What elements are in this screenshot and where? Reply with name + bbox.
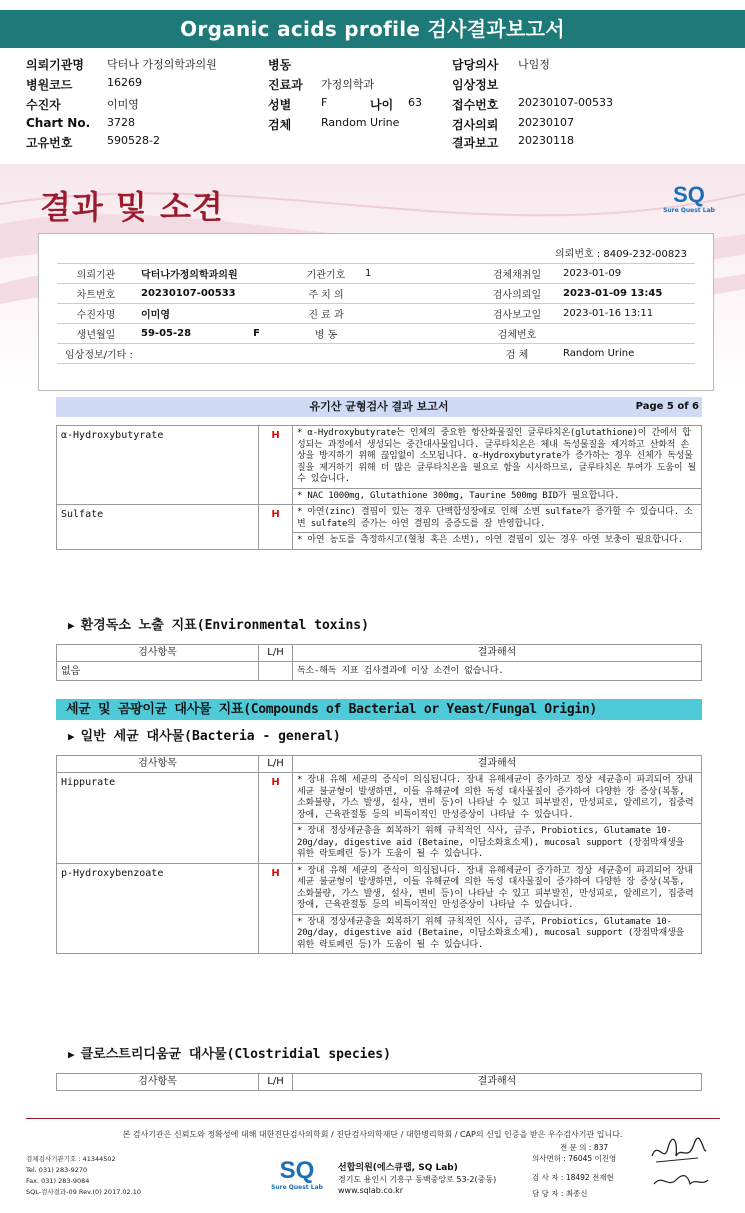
result-row bbox=[57, 863, 702, 914]
patient-value bbox=[135, 324, 293, 344]
request-number: 의뢰번호 : 8409-232-00823 bbox=[555, 249, 687, 260]
header-label: 접수번호 bbox=[452, 98, 499, 112]
interpretation: * 장내 유해 세균의 증식이 의심됩니다. 장내 유해세균이 증가하고 정상 세균총이 파괴되어 장내 세균 불균형이 발생하면, 이들 유해균에 의한 독성 대사물질이 증가하여 다양한 장 증상(복통, 소화불량, 가스 발생, 설사, 변비 등)이 나타날 수 있고 피부발진, 만성피로, 알레르기, 집중력 장애, 근육관절통 등의 비특이적인 만성증상이 나타날 수 있습니다. bbox=[293, 863, 702, 914]
heading-text: 일반 세균 대사물(Bacteria - general) bbox=[80, 729, 341, 744]
interpretation: * 장내 유해 세균의 증식이 의심됩니다. 장내 유해세균이 증가하고 정상 세균총이 파괴되어 장내 세균 불균형이 발생하면, 이들 유해균에 의한 독성 대사물질이 증가하여 다양한 장 증상(복통, 소화불량, 가스 발생, 설사, 변비 등)이 나타날 수 있고 피부발진, 만성피로, 알레르기, 집중력 장애, 근육관절통 등의 비특이적인 만성증상이 나타날 수 있습니다. bbox=[293, 773, 702, 824]
header-label: 의뢰기관명 bbox=[26, 58, 84, 72]
recommendation: * 장내 정상세균총을 회복하기 위해 규칙적인 식사, 금주, Probiotics, Glutamate 10-20g/day, digestive aid (Betaine, 이담소화효소제), mucosal support (장점막재생을 위한 락토페린 등)가 도움이 될 수 있습니다. bbox=[293, 824, 702, 864]
clinical-info-label: 임상정보/기타 : bbox=[57, 344, 293, 364]
header-value: Random Urine bbox=[321, 116, 400, 129]
lab-tel: Tel. 031) 283-9270 bbox=[26, 1166, 88, 1174]
patient-sex: F bbox=[253, 328, 260, 339]
bacteria-section-bar: 세균 및 곰팡이균 대사물 지표(Compounds of Bacterial or Yeast/Fungal Origin) bbox=[56, 699, 702, 720]
certification-text: 본 검사기관은 신뢰도와 정확성에 대해 대한진단검사의학회 / 진단검사의학재단 / 대한병리학회 / CAP의 신입 인증을 받은 우수검사기관 입니다. bbox=[122, 1130, 623, 1139]
patient-key: 진 료 과 bbox=[293, 304, 359, 324]
patient-row bbox=[57, 304, 695, 324]
patient-key: 병 동 bbox=[293, 324, 359, 344]
patient-key: 주 치 의 bbox=[293, 284, 359, 304]
analyte-name: Hippurate bbox=[57, 773, 259, 864]
report-bar-title: 유기산 균형검사 결과 보고서 bbox=[309, 400, 449, 413]
patient-key: 검사보고일 bbox=[477, 304, 557, 324]
header-label: 임상정보 bbox=[452, 78, 499, 92]
header-value: 닥터나 가정의학과의원 bbox=[107, 58, 217, 71]
clostridial-table bbox=[56, 1073, 702, 1091]
doc-no: 837 bbox=[593, 1143, 609, 1152]
flag-high: H bbox=[259, 863, 293, 954]
result-row bbox=[57, 426, 702, 489]
heading-text: 클로스트리디움균 대사물(Clostridial species) bbox=[80, 1047, 391, 1062]
lab-organization bbox=[338, 1163, 496, 1196]
header-label: 검체 bbox=[268, 118, 292, 132]
footer-divider bbox=[26, 1118, 720, 1119]
header-label: 담당의사 bbox=[452, 58, 499, 72]
patient-table bbox=[57, 263, 695, 364]
triangle-icon: ▶ bbox=[68, 619, 75, 632]
recommendation: * NAC 1000mg, Glutathione 300mg, Taurine 500mg BID가 필요합니다. bbox=[293, 488, 702, 505]
patient-value bbox=[359, 324, 477, 344]
lab-contact bbox=[26, 1154, 141, 1198]
result-row bbox=[57, 505, 702, 533]
patient-value: 20230107-00533 bbox=[135, 284, 293, 304]
header-value: 나임정 bbox=[518, 58, 550, 71]
patient-key: 검사의뢰일 bbox=[477, 284, 557, 304]
logo-text: Sure Quest Lab bbox=[663, 207, 715, 214]
bacteria-table bbox=[56, 755, 702, 954]
col-lh: L/H bbox=[259, 645, 293, 662]
analyte-name: Sulfate bbox=[57, 505, 259, 550]
patient-key: 생년월일 bbox=[57, 324, 135, 344]
analyte-name: p-Hydroxybenzoate bbox=[57, 863, 259, 954]
header-value: F bbox=[321, 96, 328, 109]
header-label: 병동 bbox=[268, 58, 292, 72]
header-value: 20230107 bbox=[518, 116, 574, 129]
org-website: www.sqlab.co.kr bbox=[338, 1186, 404, 1195]
tester-row bbox=[532, 1172, 614, 1184]
env-table bbox=[56, 644, 702, 681]
col-item: 검사항목 bbox=[57, 756, 259, 773]
col-lh: L/H bbox=[259, 1074, 293, 1091]
request-number-label: 의뢰번호 bbox=[555, 249, 594, 260]
result-row bbox=[57, 662, 702, 681]
page-indicator: Page 5 of 6 bbox=[635, 401, 699, 412]
flag bbox=[259, 662, 293, 681]
results-table bbox=[56, 425, 702, 550]
analyte-name: 없음 bbox=[57, 662, 259, 681]
patient-value bbox=[359, 284, 477, 304]
doctor-name: 76045 이진영 bbox=[568, 1154, 617, 1163]
patient-key: 기관기호 bbox=[293, 264, 359, 284]
doctor-signature bbox=[648, 1136, 710, 1168]
patient-info-box bbox=[38, 233, 714, 391]
table-header bbox=[57, 756, 702, 773]
manager-row bbox=[532, 1188, 588, 1200]
org-name: 선합의원(에스큐랩, SQ Lab) bbox=[338, 1163, 458, 1173]
table-header bbox=[57, 1074, 702, 1091]
patient-value: 2023-01-09 13:45 bbox=[557, 284, 695, 304]
interpretation: * 아연(zinc) 결핍이 있는 경우 단백합성장애로 인해 소변 sulfate가 증가할 수 있습니다. 소변 sulfate의 증가는 아연 결핍의 중증도를 잘 반영합니다. bbox=[293, 505, 702, 533]
header-value: 20230107-00533 bbox=[518, 96, 613, 109]
env-toxins-heading bbox=[68, 614, 369, 633]
footer-logo bbox=[268, 1158, 326, 1191]
clostridial-heading bbox=[68, 1043, 391, 1062]
heading-text: 환경독소 노출 지표(Environmental toxins) bbox=[80, 618, 369, 633]
doc-no-label: 전 문 의 : bbox=[560, 1143, 592, 1152]
header-label: Chart No. bbox=[26, 116, 91, 130]
interpretation: 독소-해독 지표 검사결과에 이상 소견이 없습니다. bbox=[293, 662, 702, 681]
patient-row bbox=[57, 344, 695, 364]
patient-row bbox=[57, 324, 695, 344]
patient-value: 닥터나가정의학과의원 bbox=[135, 264, 293, 284]
tester-signature bbox=[650, 1170, 710, 1192]
patient-value: 이미영 bbox=[135, 304, 293, 324]
analyte-name: α-Hydroxybutyrate bbox=[57, 426, 259, 505]
result-row bbox=[57, 773, 702, 824]
table-header bbox=[57, 645, 702, 662]
doctor-row bbox=[532, 1153, 616, 1165]
request-number-value: 8409-232-00823 bbox=[603, 249, 687, 260]
patient-value: 2023-01-16 13:11 bbox=[557, 304, 695, 324]
patient-key: 수진자명 bbox=[57, 304, 135, 324]
manager-label: 담 당 자 : bbox=[532, 1189, 564, 1198]
logo-mark: SQ bbox=[279, 1157, 315, 1184]
report-bar bbox=[56, 397, 702, 417]
logo-text: Sure Quest Lab bbox=[271, 1184, 323, 1191]
header-label: 병원코드 bbox=[26, 78, 73, 92]
patient-row bbox=[57, 264, 695, 284]
tester-name: 18492 전재현 bbox=[565, 1173, 614, 1182]
form-revision: SQL-검사결과-09 Rev.(0) 2017.02.10 bbox=[26, 1188, 142, 1196]
patient-key: 검체번호 bbox=[477, 324, 557, 344]
section-title: 결과 및 소견 bbox=[40, 188, 224, 226]
header-value: 3728 bbox=[107, 116, 135, 129]
patient-row bbox=[57, 284, 695, 304]
col-item: 검사항목 bbox=[57, 1074, 259, 1091]
flag-high: H bbox=[259, 773, 293, 864]
header-label: 나이 bbox=[370, 98, 394, 112]
header-label: 검사의뢰 bbox=[452, 118, 499, 132]
recommendation: * 장내 정상세균총을 회복하기 위해 규칙적인 식사, 금주, Probiotics, Glutamate 10-20g/day, digestive aid (Betaine, 이담소화효소제), mucosal support (장점막재생을 위한 락토페린 등)가 도움이 될 수 있습니다. bbox=[293, 914, 702, 954]
logo bbox=[660, 183, 718, 214]
org-address: 경기도 용인시 기흥구 동백중앙로 53-2(중동) bbox=[338, 1175, 497, 1184]
doctor-label: 의사면허 : bbox=[532, 1154, 566, 1163]
lab-code: 검체검사기관기호 : 41344502 bbox=[26, 1155, 116, 1163]
patient-key: 검체채취일 bbox=[477, 264, 557, 284]
header-label: 결과보고 bbox=[452, 136, 499, 150]
specimen-value: Random Urine bbox=[557, 344, 695, 364]
col-interp: 결과해석 bbox=[293, 1074, 702, 1091]
tester-label: 검 사 자 : bbox=[532, 1173, 564, 1182]
header-value: 20230118 bbox=[518, 134, 574, 147]
logo-mark: SQ bbox=[673, 182, 705, 207]
recommendation: * 아연 농도를 측정하시고(혈청 혹은 소변), 아연 결핍이 있는 경우 아연 보충이 필요합니다. bbox=[293, 533, 702, 550]
report-title: Organic acids profile 검사결과보고서 bbox=[0, 10, 745, 48]
header-value: 16269 bbox=[107, 76, 142, 89]
patient-value: 2023-01-09 bbox=[557, 264, 695, 284]
header-label: 성별 bbox=[268, 98, 292, 112]
flag-high: H bbox=[259, 426, 293, 505]
patient-value bbox=[359, 304, 477, 324]
header-value: 590528-2 bbox=[107, 134, 160, 147]
triangle-icon: ▶ bbox=[68, 1048, 75, 1061]
patient-value bbox=[293, 344, 477, 364]
flag-high: H bbox=[259, 505, 293, 550]
triangle-icon: ▶ bbox=[68, 730, 75, 743]
birth-date: 59-05-28 bbox=[141, 328, 192, 339]
col-interp: 결과해석 bbox=[293, 645, 702, 662]
col-interp: 결과해석 bbox=[293, 756, 702, 773]
header-label: 수진자 bbox=[26, 98, 61, 112]
header-value: 이미영 bbox=[107, 98, 139, 111]
lab-fax: Fax. 031) 283-9084 bbox=[26, 1177, 90, 1185]
patient-value bbox=[557, 324, 695, 344]
patient-key: 의뢰기관 bbox=[57, 264, 135, 284]
col-item: 검사항목 bbox=[57, 645, 259, 662]
manager-name: 최종신 bbox=[565, 1189, 588, 1198]
patient-key: 차트번호 bbox=[57, 284, 135, 304]
col-lh: L/H bbox=[259, 756, 293, 773]
header-value: 가정의학과 bbox=[321, 78, 375, 91]
patient-key: 검 체 bbox=[477, 344, 557, 364]
header-label: 고유번호 bbox=[26, 136, 73, 150]
header-value: 63 bbox=[408, 96, 422, 109]
bacteria-heading bbox=[68, 725, 341, 744]
header-label: 진료과 bbox=[268, 78, 303, 92]
interpretation: * α-Hydroxybutyrate는 인체의 중요한 항산화물질인 글루타치온(glutathione)이 간에서 합성되는 과정에서 생성되는 중간대사물입니다. 글루타치온은 체내 독성물질을 제거하고 산화적 손상을 방지하기 위해 끊임없이 소모됩니다. α-Hydroxybutyrate가 증가하는 경우 신체가 독성물질을 제거하기 위해 더 많은 글루타치온을 필요로 함을 시사하므로, 글루타치온 투여가 도움이 될 수 있습니다. bbox=[293, 426, 702, 489]
patient-value: 1 bbox=[359, 264, 477, 284]
